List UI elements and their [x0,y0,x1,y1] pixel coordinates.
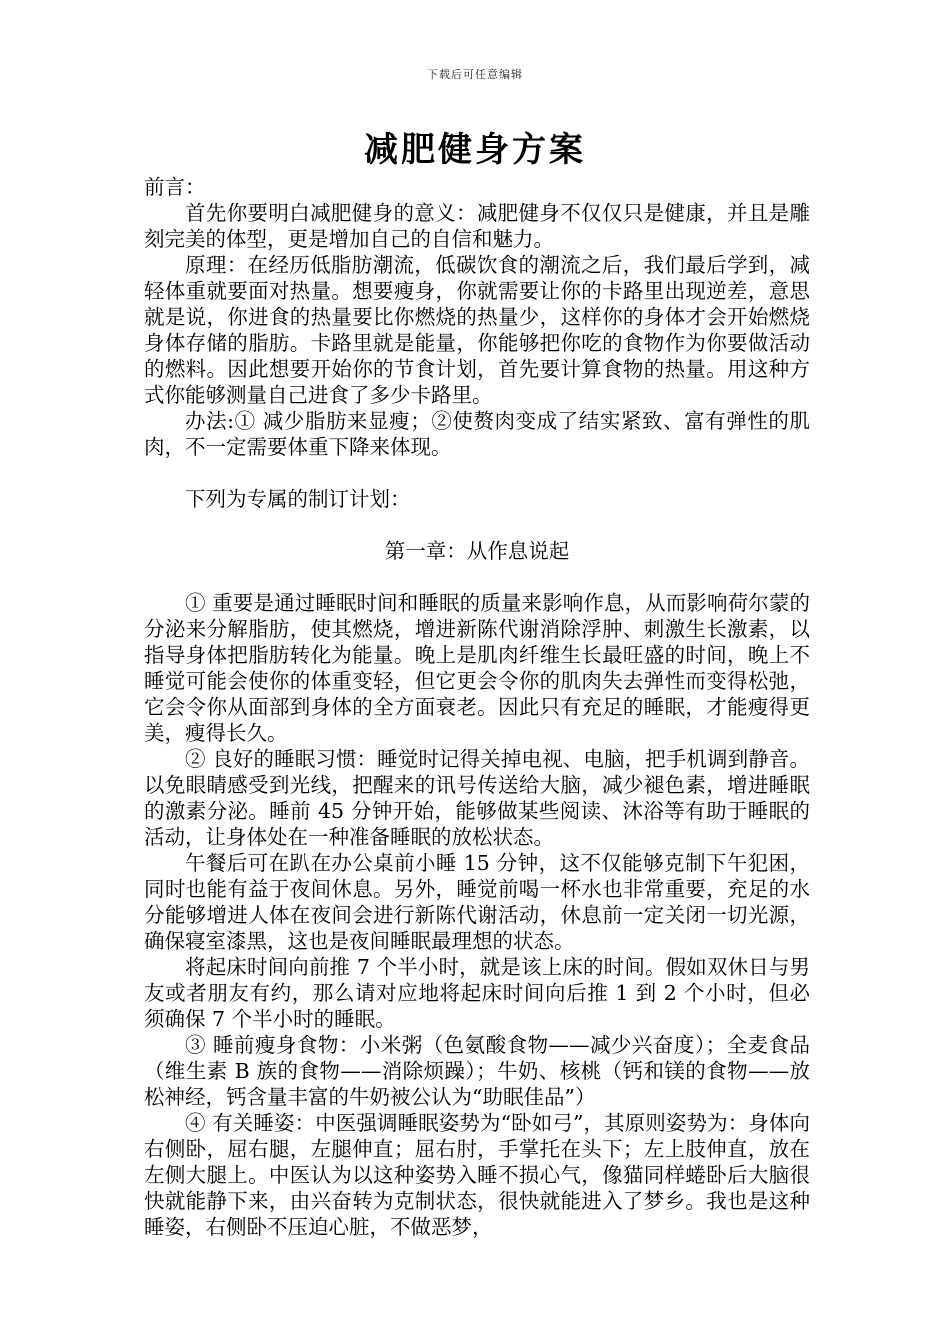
paragraph-method: 办法:① 减少脂肪来显瘦；②使赘肉变成了结实紧致、富有弹性的肌肉，不一定需要体重下降来体现。 [144,409,810,459]
paragraph-plan-intro: 下列为专属的制订计划： [185,487,411,511]
page-header: 下载后可任意编辑 [427,68,523,81]
paragraph-item-1: ① 重要是通过睡眠时间和睡眠的质量来影响作息，从而影响荷尔蒙的分泌来分解脂肪，使其燃烧，增进新陈代谢消除浮肿、刺激生长激素，以指导身体把脂肪转化为能量。晚上是肌肉纤维生长最旺盛的时间，晚上不睡觉可能会使你的体重变轻，但它更会令你的肌肉失去弹性而变得松弛，它会令你从面部到身体的全方面衰老。因此只有充足的睡眠，才能瘦得更美，瘦得长久。 [144,591,810,745]
blank-line [144,564,810,590]
paragraph-principle: 原理：在经历低脂肪潮流，低碳饮食的潮流之后，我们最后学到，减轻体重就要面对热量。想要瘦身，你就需要让你的卡路里出现逆差，意思就是说，你进食的热量要比你燃烧的热量少，这样你的身体才会开始燃烧身体存储的脂肪。卡路里就是能量，你能够把你吃的食物作为你要做活动的燃料。因此想要开始你的节食计划，首先要计算食物的热量。用这种方式你能够测量自己进食了多少卡路里。 [144,253,810,407]
paragraph-nap: 午餐后可在趴在办公桌前小睡 15 分钟，这不仅能够克制下午犯困，同时也能有益于夜间休息。另外，睡觉前喝一杯水也非常重要，充足的水分能够增进人体在夜间会进行新陈代谢活动，休息前一定关闭一切光源，确保寝室漆黑，这也是夜间睡眠最理想的状态。 [144,851,810,953]
paragraph-waketime: 将起床时间向前推 7 个半小时，就是该上床的时间。假如双休日与男友或者朋友有约，那么请对应地将起床时间向后推 1 到 2 个小时，但必须确保 7 个半小时的睡眠。 [144,955,810,1031]
chapter-heading: 第一章：从作息说起 [384,539,570,563]
preface-label: 前言： [144,175,206,199]
paragraph-item-2: ② 良好的睡眠习惯：睡觉时记得关掉电视、电脑，把手机调到静音。以免眼睛感受到光线，把醒来的讯号传送给大脑，减少褪色素，增进睡眠的激素分泌。睡前 45 分钟开始，能够做某些阅读、沐浴等有助于睡眠的活动，让身体处在一种准备睡眠的放松状态。 [144,747,810,849]
document-title: 减肥健身方案 [364,130,586,170]
blank-line [144,460,810,486]
paragraph-item-4: ④ 有关睡姿：中医强调睡眠姿势为“卧如弓”，其原则姿势为：身体向右侧卧，屈右腿，左腿伸直；屈右肘，手掌托在头下；左上肢伸直，放在左侧大腿上。中医认为以这种姿势入睡不损心气，像猫同样蜷卧后大脑很快就能静下来，由兴奋转为克制状态，很快就能进入了梦乡。我也是这种睡姿，右侧卧不压迫心脏，不做恶梦， [144,1111,810,1239]
paragraph-meaning: 首先你要明白减肥健身的意义：减肥健身不仅仅只是健康，并且是雕刻完美的体型，更是增加自己的自信和魅力。 [144,201,810,251]
blank-line [144,512,810,538]
paragraph-item-3: ③ 睡前瘦身食物：小米粥（色氨酸食物——减少兴奋度）；全麦食品（维生素 B 族的食物——消除烦躁）；牛奶、核桃（钙和镁的食物——放松神经，钙含量丰富的牛奶被公认为“助眠佳品”） [144,1033,810,1109]
document-body [144,174,810,1240]
